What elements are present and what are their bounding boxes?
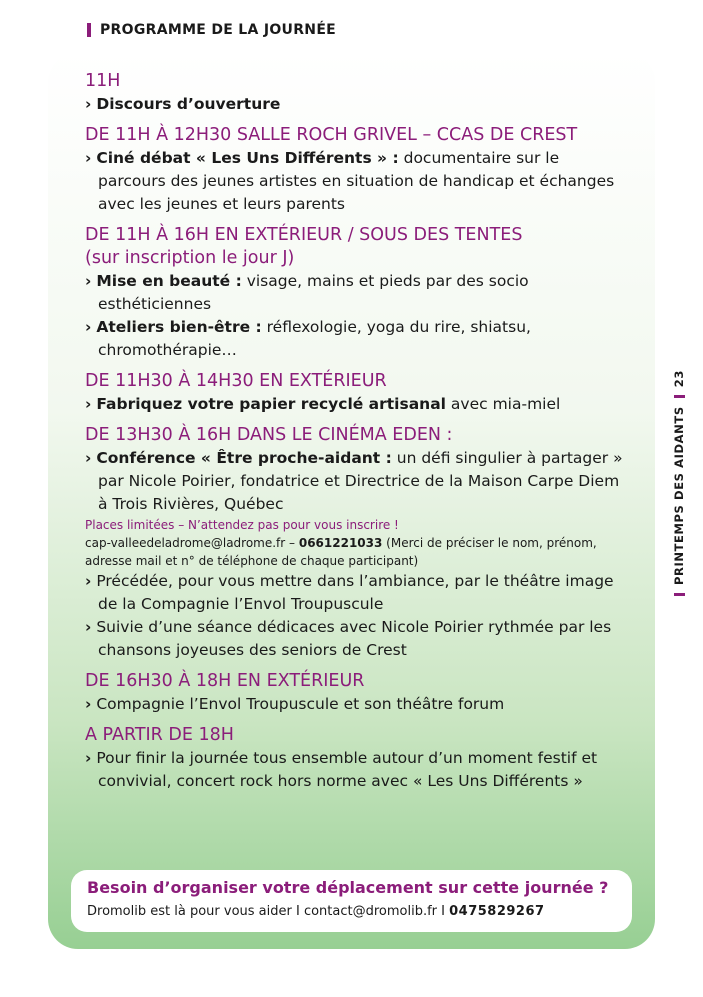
page-number: 23 [672, 370, 686, 388]
chevron-right-icon: › [85, 449, 92, 467]
list-item: › Fabriquez votre papier recyclé artisanal avec mia-miel [85, 395, 561, 413]
section-time: 11H [85, 71, 121, 91]
section-time: DE 11H À 12H30 SALLE ROCH GRIVEL – CCAS DE CREST [85, 125, 578, 145]
side-label-text: PRINTEMPS DES AIDANTS [672, 406, 686, 585]
side-label [672, 370, 686, 604]
list-item: › Ciné débat « Les Uns Différents » : documentaire sur le parcours des jeunes artistes en situation de handicap et échanges avec les jeunes et leurs parents [85, 149, 615, 213]
chevron-right-icon: › [85, 749, 92, 767]
chevron-right-icon: › [85, 572, 92, 590]
chevron-right-icon: › [85, 272, 92, 290]
transport-phone: 0475829267 [449, 904, 545, 919]
section-subtime: (sur inscription le jour J) [85, 248, 295, 268]
registration-contact: cap-valleedeladrome@ladrome.fr – 0661221033 (Merci de préciser le nom, prénom, adresse mail et n° de téléphone de chaque participant) [85, 536, 597, 568]
chevron-right-icon: › [85, 318, 92, 336]
section-roch-grivel [85, 124, 625, 216]
registration-note: Places limitées – N’attendez pas pour vous inscrire ! [85, 518, 399, 532]
list-item: › Conférence « Être proche-aidant : un défi singulier à partager » par Nicole Poirier, fondatrice et Directrice de la Maison Carpe Diem à Trois Rivières, Québec [85, 449, 623, 513]
chevron-right-icon: › [85, 395, 92, 413]
section-tentes [85, 224, 625, 362]
list-item: › Ateliers bien-être : réflexologie, yoga du rire, shiatsu, chromothérapie… [85, 318, 531, 359]
list-item: › Mise en beauté : visage, mains et pieds par des socio esthéticiennes [85, 272, 529, 313]
side-bar-left [674, 593, 685, 596]
chevron-right-icon: › [85, 149, 92, 167]
section-header [87, 22, 336, 38]
list-item: › Suivie d’une séance dédicaces avec Nicole Poirier rythmée par les chansons joyeuses des seniors de Crest [85, 618, 612, 659]
transport-title: Besoin d’organiser votre déplacement sur cette journée ? [87, 878, 609, 897]
section-cinema-eden [85, 424, 625, 662]
section-papier [85, 370, 625, 416]
header-bar [87, 23, 91, 37]
transport-text: Dromolib est là pour vous aider I contact@dromolib.fr I 0475829267 [87, 904, 545, 919]
list-item: › Pour finir la journée tous ensemble autour d’un moment festif et convivial, concert rock hors norme avec « Les Uns Différents » [85, 749, 598, 790]
section-theatre-forum [85, 670, 625, 716]
contact-email[interactable]: cap-valleedeladrome@ladrome.fr [85, 536, 286, 550]
section-11h [85, 70, 625, 116]
transport-info-box [71, 870, 632, 932]
side-bar-right [674, 395, 685, 398]
list-item: › Discours d’ouverture [85, 95, 281, 113]
chevron-right-icon: › [85, 695, 92, 713]
chevron-right-icon: › [85, 95, 92, 113]
list-item: › Précédée, pour vous mettre dans l’ambiance, par le théâtre image de la Compagnie l’Envol Troupuscule [85, 572, 614, 613]
section-time: DE 11H À 16H EN EXTÉRIEUR / SOUS DES TENTES [85, 225, 523, 245]
program-content [85, 70, 625, 801]
section-time: DE 13H30 À 16H DANS LE CINÉMA EDEN : [85, 425, 453, 445]
section-time: DE 16H30 À 18H EN EXTÉRIEUR [85, 671, 365, 691]
chevron-right-icon: › [85, 618, 92, 636]
section-18h [85, 724, 625, 793]
section-time: DE 11H30 À 14H30 EN EXTÉRIEUR [85, 371, 387, 391]
section-time: A PARTIR DE 18H [85, 725, 234, 745]
contact-phone: 0661221033 [298, 536, 383, 550]
list-item: › Compagnie l’Envol Troupuscule et son théâtre forum [85, 695, 505, 713]
page-title: PROGRAMME DE LA JOURNÉE [100, 22, 337, 38]
